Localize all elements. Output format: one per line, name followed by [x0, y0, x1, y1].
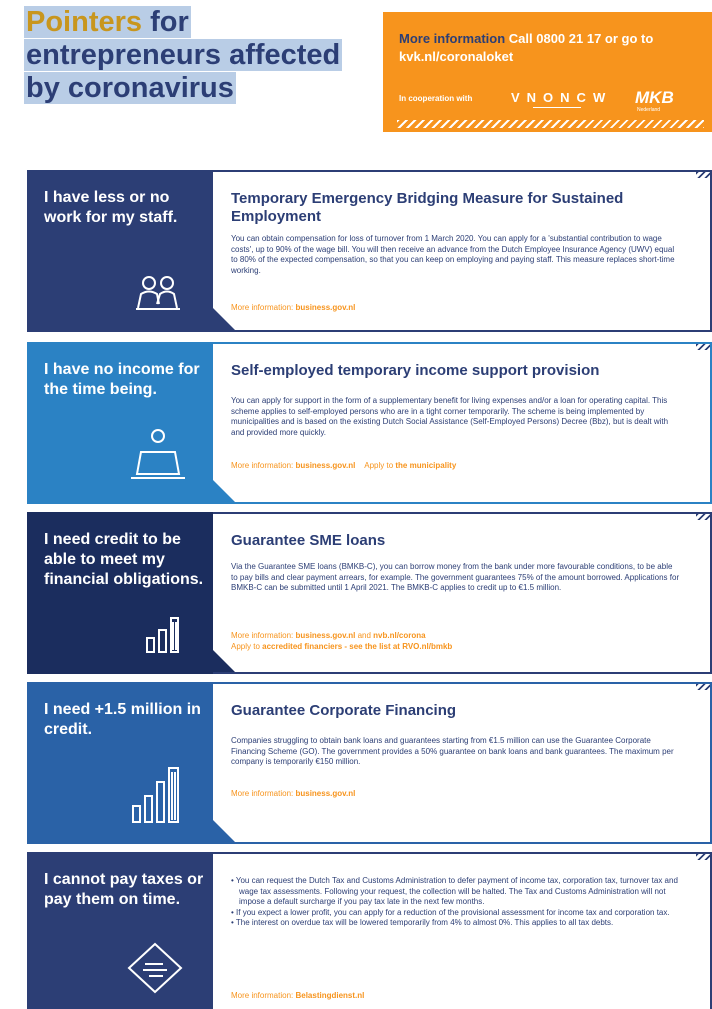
corner-fold [213, 650, 235, 672]
more-link[interactable]: business.gov.nl [295, 303, 356, 312]
panel-content [213, 170, 712, 332]
laptop-user-icon [127, 428, 189, 484]
panel-heading: I have less or no work for my staff. [44, 189, 178, 226]
more-label: More information: [231, 991, 296, 1000]
vno-ncw-logo: VNONCW [511, 90, 613, 105]
panel-credit [27, 512, 712, 674]
more-information [231, 990, 681, 1001]
title-line1-rest: for [142, 6, 189, 38]
more-link-2[interactable]: nvb.nl/corona [373, 631, 426, 640]
panel-content [213, 682, 712, 844]
more-link[interactable]: Belastingdienst.nl [295, 991, 365, 1000]
tax-form-icon [123, 938, 187, 994]
more-information [231, 630, 681, 652]
panel-left [27, 342, 213, 504]
title-line3: by coronavirus [26, 72, 234, 104]
more-information [231, 302, 681, 313]
corner-fold [213, 480, 235, 502]
panel-title: Guarantee Corporate Financing [231, 702, 457, 719]
panel-heading: I cannot pay taxes or pay them on time. [44, 871, 204, 908]
cooperation-label: In cooperation with [399, 94, 473, 103]
title-line2: entrepreneurs affected [26, 39, 341, 71]
bar-chart-small-icon [145, 612, 187, 654]
more-link[interactable]: business.gov.nl [295, 461, 356, 470]
panel-title: Self-employed temporary income support provision [231, 362, 600, 379]
more-label: More information: [231, 631, 296, 640]
more-label: More information: [231, 461, 296, 470]
corner-fold [213, 820, 235, 842]
panel-title: Guarantee SME loans [231, 532, 386, 549]
apply-link[interactable]: accredited financiers - see the list at RVO.nl/bmkb [262, 642, 453, 651]
people-icon [133, 274, 183, 312]
panel-body: Via the Guarantee SME loans (BMKB-C), you can borrow money from the bank under more favourable conditions, to be able to pay bills and clear payment arrears, for example. The government guarantees 75% of the amount borrowed. Applications for BMKB-C can be submitted until 1 April 2021. The BMKB-C applies to credit up to €1.5 million. [231, 562, 680, 592]
panel-content [213, 342, 712, 504]
panel-title: Temporary Emergency Bridging Measure for Sustained Employment [231, 190, 624, 225]
info-contact-text[interactable]: Call 0800 21 17 or go to kvk.nl/coronaloket [399, 31, 654, 64]
apply-link[interactable]: the municipality [395, 461, 457, 470]
hatch-decoration [397, 120, 704, 128]
mkb-logo: MKB [635, 88, 674, 107]
title-accent: Pointers [26, 6, 143, 38]
bar-chart-large-icon [131, 766, 187, 824]
more-label: More information: [231, 789, 296, 798]
vno-ncw-underline [533, 107, 581, 108]
panel-income [27, 342, 712, 504]
panel-heading: I need +1.5 million in credit. [44, 701, 201, 738]
panel-body: Companies struggling to obtain bank loans and guarantees starting from €1.5 million can use the Guarantee Corporate Financing Scheme (GO). The government provides a 50% guarantee on bank loans and bank guarantees. The maximum per company is temporarily €150 million. [231, 736, 674, 766]
panel-large-credit [27, 682, 712, 844]
corner-fold [213, 308, 235, 330]
list-item: • If you expect a lower profit, you can apply for a reduction of the provisional assessment for income tax and corporation tax. [231, 907, 670, 917]
stripe-decoration [696, 514, 710, 520]
panel-left [27, 512, 213, 674]
panel-left [27, 170, 213, 332]
stripe-decoration [696, 854, 710, 860]
stripe-decoration [696, 172, 710, 178]
info-box [383, 12, 712, 132]
apply-label: Apply to [364, 461, 396, 470]
panel-heading: I need credit to be able to meet my financial obligations. [44, 531, 204, 588]
panel-taxes [27, 852, 712, 1009]
panel-heading: I have no income for the time being. [44, 361, 200, 398]
more-information [231, 788, 681, 799]
panel-left [27, 682, 213, 844]
panel-body: You can apply for support in the form of a supplementary benefit for living expenses and/or a loan for operating capital. This scheme applies to self-employed persons who are in a tight corner temporarily. The scheme is being implemented by municipalities and is based on the existing Dutch Social Assistance (Self-Employed Persons) Decree (Bbz), but is dealt with and provided more quickly. [231, 396, 669, 437]
more-information [231, 460, 681, 471]
tax-bullet-list [231, 876, 681, 929]
panel-content [213, 852, 712, 1009]
more-link[interactable]: business.gov.nl [295, 631, 356, 640]
panel-body: You can obtain compensation for loss of turnover from 1 March 2020. You can apply for a 'substantial contribution to wage costs', up to 90% of the wage bill. You will then receive an advance from the Dutch Employee Insurance Agency (UWV) equal to 80% of the expected compensation, so that you can keep on employing and paying staff. This measure replaces short-time working. [231, 234, 675, 275]
info-lead: More information [399, 31, 506, 46]
panel-left [27, 852, 213, 1009]
info-contact [399, 30, 699, 66]
page-title [24, 6, 384, 105]
more-and: and [355, 631, 374, 640]
stripe-decoration [696, 344, 710, 350]
list-item: • The interest on overdue tax will be lowered temporarily from 4% to almost 0%. This applies to all tax debts. [231, 918, 614, 927]
panel-content [213, 512, 712, 674]
stripe-decoration [696, 684, 710, 690]
list-item: • You can request the Dutch Tax and Customs Administration to defer payment of income tax, corporation tax, turnover tax and wage tax assessments. Following your request, the collection will be halted. The Tax and Customs Administration will not impose a default surcharge if you pay tax late in the next few months. [231, 876, 678, 906]
more-label: More information: [231, 303, 296, 312]
more-link[interactable]: business.gov.nl [295, 789, 356, 798]
apply-label: Apply to [231, 642, 263, 651]
mkb-logo-subtitle: Nederland [637, 107, 661, 113]
panel-staff [27, 170, 712, 332]
